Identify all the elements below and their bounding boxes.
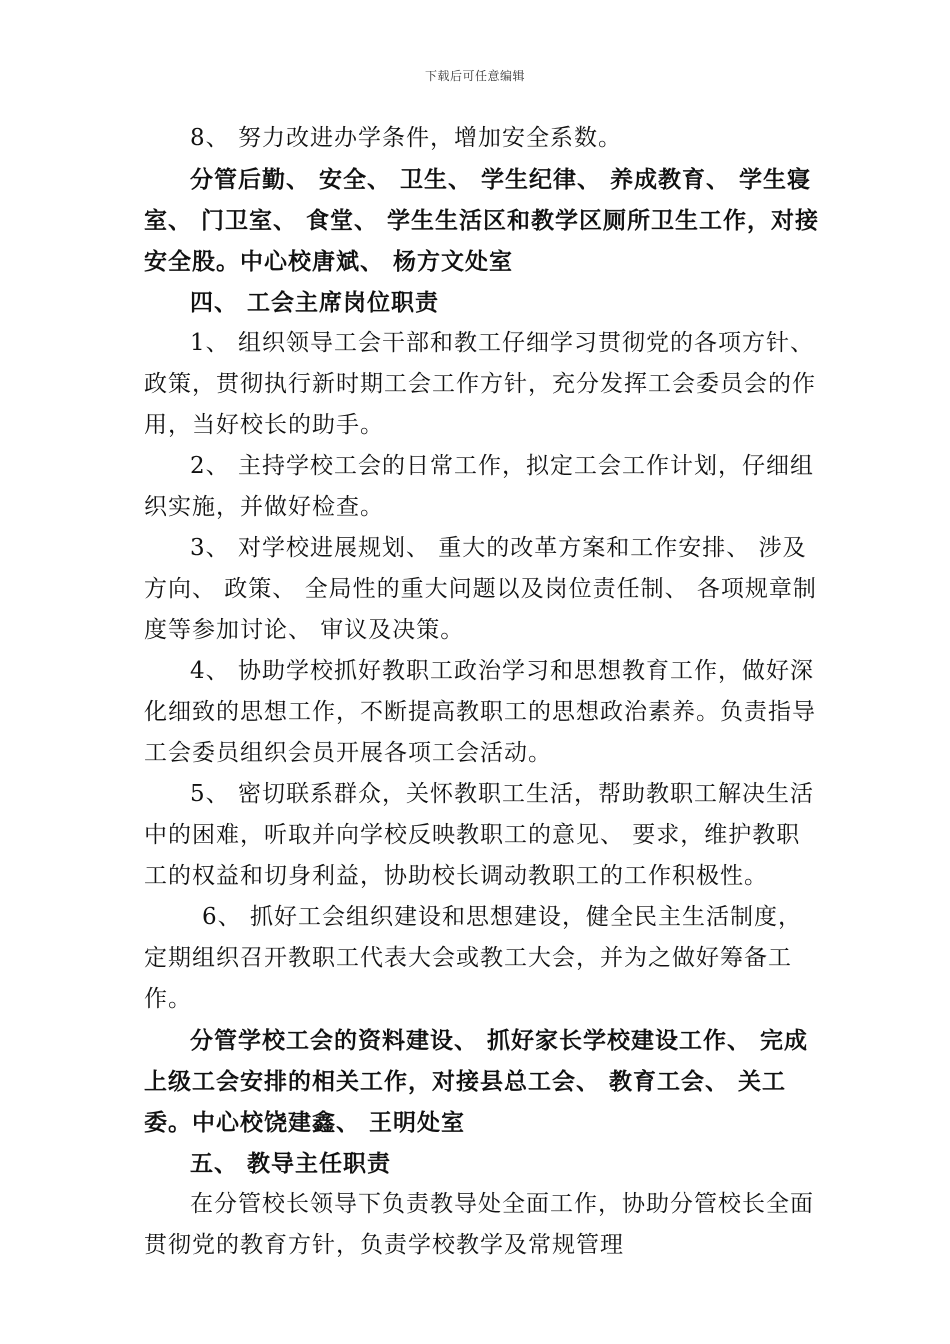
section-5-title: 五、 教导主任职责 (190, 1150, 392, 1177)
section-4-item-2: 2、 主持学校工会的日常工作，拟定工会工作计划，仔细组织实施，并做好检查。 (144, 453, 814, 520)
section-4-title: 四、 工会主席岗位职责 (190, 289, 440, 316)
section-4-item-6: 6、 抓好工会组织建设和思想建设，健全民主生活制度，定期组织召开教职工代表大会或教工大会，并为之做好筹备工作。 (144, 904, 802, 1012)
section-4-item-5: 5、 密切联系群众，关怀教职工生活，帮助教职工解决生活中的困难，听取并向学校反映教职工的意见、 要求，维护教职工的权益和切身利益，协助校长调动教职工的工作积极性。 (144, 781, 814, 889)
page-header-note: 下载后可任意编辑 (424, 69, 525, 83)
section-4-item-1: 1、 组织领导工会干部和教工仔细学习贯彻党的各项方针、政策，贯彻执行新时期工会工作方针，充分发挥工会委员会的作用，当好校长的助手。 (144, 330, 816, 438)
item-8: 8、 努力改进办学条件，增加安全系数。 (190, 125, 622, 151)
document-body (144, 118, 820, 1266)
section-4-item-3: 3、 对学校进展规划、 重大的改革方案和工作安排、 涉及方向、 政策、 全局性的重大问题以及岗位责任制、 各项规章制度等参加讨论、 审议及决策。 (144, 535, 817, 643)
section-5-intro: 在分管校长领导下负责教导处全面工作，协助分管校长全面贯彻党的教育方针，负责学校教学及常规管理 (144, 1191, 814, 1258)
section-4-item-4: 4、 协助学校抓好教职工政治学习和思想教育工作，做好深化细致的思想工作，不断提高教职工的思想政治素养。负责指导工会委员组织会员开展各项工会活动。 (144, 658, 816, 766)
union-responsibility-summary: 分管学校工会的资料建设、 抓好家长学校建设工作、 完成上级工会安排的相关工作，对接县总工会、 教育工会、 关工委。中心校饶建鑫、 王明处室 (144, 1027, 809, 1136)
safety-responsibility-summary: 分管后勤、 安全、 卫生、 学生纪律、 养成教育、 学生寝室、 门卫室、 食堂、 学生生活区和教学区厕所卫生工作，对接安全股。中心校唐斌、 杨方文处室 (144, 166, 820, 275)
